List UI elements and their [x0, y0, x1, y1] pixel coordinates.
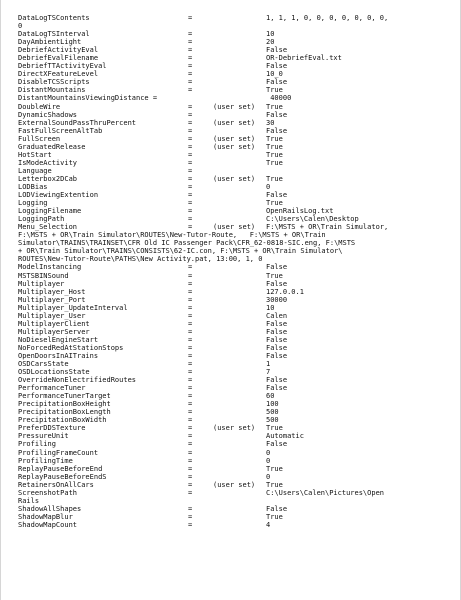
setting-value: 1, 1, 1, 0, 0, 0, 0, 0, 0, 0, — [266, 14, 389, 22]
setting-key: + OR\Train Simulator\TRAINS\CONSISTS\62-IC.con, F:\MSTS + OR\Train Simulator\ — [18, 247, 343, 256]
setting-value: False — [266, 343, 288, 352]
setting-row — [18, 199, 448, 207]
setting-row — [18, 223, 448, 231]
settings-list — [18, 14, 448, 529]
user-set-flag: (user set) — [213, 480, 256, 489]
setting-key: OSDCarsState — [18, 360, 69, 369]
equals-sign: = — [188, 464, 193, 473]
user-set-flag: (user set) — [213, 142, 256, 151]
equals-sign: = — [188, 174, 193, 183]
equals-sign: = — [188, 432, 193, 441]
setting-key: Multiplayer_Port — [18, 295, 86, 304]
equals-sign: = — [188, 456, 193, 465]
equals-sign: = — [188, 158, 193, 167]
equals-sign: = — [188, 46, 193, 55]
setting-key: Multiplayer — [18, 279, 65, 288]
setting-row — [18, 135, 448, 143]
equals-sign: = — [188, 504, 193, 513]
setting-row — [18, 392, 448, 400]
setting-row — [18, 191, 448, 199]
equals-sign: = — [188, 134, 193, 143]
equals-sign: = — [188, 78, 193, 87]
setting-value: 60 — [266, 392, 275, 401]
setting-row — [18, 247, 448, 255]
setting-row — [18, 513, 448, 521]
setting-row — [18, 46, 448, 54]
setting-row — [18, 119, 448, 127]
user-set-flag: (user set) — [213, 118, 256, 127]
setting-value: OpenRailsLog.txt — [266, 207, 334, 216]
setting-row — [18, 111, 448, 119]
setting-value: 7 — [266, 368, 271, 377]
setting-key: Simulator\TRAINS\TRAINSET\CFR Old IC Passenger Pack\CFR_62-0818-SIC.eng, F:\MSTS — [18, 239, 356, 248]
setting-value: False — [266, 126, 288, 135]
setting-key: MSTSBINSound — [18, 271, 69, 280]
setting-key: PrecipitationBoxHeight — [18, 400, 111, 409]
setting-value: False — [266, 110, 288, 119]
setting-key: ReplayPauseBeforeEndS — [18, 472, 107, 481]
equals-sign: = — [188, 327, 193, 336]
equals-sign: = — [188, 279, 193, 288]
setting-key: LoggingPath — [18, 215, 65, 224]
setting-key: DataLogTSContents — [18, 14, 90, 22]
setting-row — [18, 440, 448, 448]
setting-value: C:\Users\Calen\Pictures\Open — [266, 488, 385, 497]
equals-sign: = — [188, 480, 193, 489]
setting-row — [18, 183, 448, 191]
setting-key: DebriefTTActivityEval — [18, 62, 107, 71]
equals-sign: = — [188, 30, 193, 39]
equals-sign: = — [188, 223, 193, 232]
setting-row — [18, 328, 448, 336]
setting-value: False — [266, 504, 288, 513]
setting-row — [18, 263, 448, 271]
setting-key: NoDieselEngineStart — [18, 335, 99, 344]
equals-sign: = — [188, 376, 193, 385]
setting-row — [18, 497, 448, 505]
setting-value: True — [266, 424, 283, 433]
equals-sign: = — [188, 408, 193, 417]
equals-sign: = — [188, 142, 193, 151]
setting-key: PressureUnit — [18, 432, 69, 441]
setting-value: False — [266, 384, 288, 393]
setting-key: ExternalSoundPassThruPercent — [18, 118, 137, 127]
setting-row — [18, 288, 448, 296]
setting-key: PreferDDSTexture — [18, 424, 86, 433]
user-set-flag: (user set) — [213, 424, 256, 433]
equals-sign: = — [188, 166, 193, 175]
setting-key: DoubleWire — [18, 102, 61, 111]
setting-key: DebriefEvalFilename — [18, 54, 99, 63]
setting-row — [18, 70, 448, 78]
equals-sign: = — [188, 54, 193, 63]
setting-value: 0 — [266, 456, 271, 465]
setting-value: 0 — [266, 448, 271, 457]
equals-sign: = — [188, 472, 193, 481]
setting-row — [18, 231, 448, 239]
equals-sign: = — [188, 520, 193, 529]
user-set-flag: (user set) — [213, 102, 256, 111]
setting-key: Multiplayer_Host — [18, 287, 86, 296]
setting-value: 30 — [266, 118, 275, 127]
equals-sign: = — [188, 512, 193, 521]
setting-row — [18, 344, 448, 352]
setting-value: True — [266, 174, 283, 183]
setting-row — [18, 521, 448, 529]
equals-sign: = — [188, 448, 193, 457]
setting-key: OpenDoorsInAITrains — [18, 351, 99, 360]
setting-key: DisableTCSScripts — [18, 78, 90, 87]
setting-value: True — [266, 464, 283, 473]
setting-value: True — [266, 142, 283, 151]
equals-sign: = — [188, 424, 193, 433]
setting-row — [18, 62, 448, 70]
setting-key: FastFullScreenAltTab — [18, 126, 103, 135]
setting-value: False — [266, 319, 288, 328]
setting-row — [18, 432, 448, 440]
setting-key: OverrideNonElectrifiedRoutes — [18, 376, 137, 385]
setting-row — [18, 94, 448, 102]
equals-sign: = — [188, 440, 193, 449]
setting-key: RetainersOnAllCars — [18, 480, 94, 489]
setting-key: ProfilingTime — [18, 456, 73, 465]
setting-key: ROUTES\New-Tutor-Route\PATHS\New Activity.pat, 13:00, 1, 0 — [18, 255, 263, 264]
setting-key: PerformanceTuner — [18, 384, 86, 393]
equals-sign: = — [188, 38, 193, 47]
equals-sign: = — [188, 14, 193, 22]
setting-value: 0 — [266, 182, 271, 191]
setting-value: False — [266, 62, 288, 71]
setting-row — [18, 457, 448, 465]
setting-value: False — [266, 327, 288, 336]
setting-row — [18, 167, 448, 175]
setting-value: True — [266, 158, 283, 167]
setting-row — [18, 473, 448, 481]
setting-value: True — [266, 134, 283, 143]
setting-value: F:\MSTS + OR\Train Simulator, — [266, 223, 389, 232]
user-set-flag: (user set) — [213, 223, 256, 232]
setting-row — [18, 38, 448, 46]
setting-key: LODViewingExtention — [18, 191, 99, 200]
setting-row — [18, 54, 448, 62]
equals-sign: = — [188, 311, 193, 320]
setting-key: DistantMountains — [18, 86, 86, 95]
equals-sign: = — [188, 62, 193, 71]
setting-value: Calen — [266, 311, 288, 320]
setting-key: ReplayPauseBeforeEnd — [18, 464, 103, 473]
setting-row — [18, 159, 448, 167]
setting-value: C:\Users\Calen\Desktop — [266, 215, 359, 224]
setting-value: 10 — [266, 303, 275, 312]
setting-row — [18, 255, 448, 263]
setting-value: Automatic — [266, 432, 304, 441]
setting-row — [18, 376, 448, 384]
setting-value: True — [266, 512, 283, 521]
setting-value: False — [266, 191, 288, 200]
setting-value: 10 — [266, 30, 275, 39]
setting-row — [18, 272, 448, 280]
setting-value: OR-DebriefEval.txt — [266, 54, 342, 63]
equals-sign: = — [188, 335, 193, 344]
setting-value: 500 — [266, 416, 279, 425]
setting-row — [18, 151, 448, 159]
equals-sign: = — [188, 400, 193, 409]
equals-sign: = — [188, 110, 193, 119]
setting-value: True — [266, 199, 283, 208]
setting-row — [18, 320, 448, 328]
setting-key: GraduatedRelease — [18, 142, 86, 151]
setting-key: MultiplayerServer — [18, 327, 90, 336]
setting-row — [18, 239, 448, 247]
setting-row — [18, 127, 448, 135]
setting-row — [18, 416, 448, 424]
setting-key: Multiplayer_User — [18, 311, 86, 320]
setting-row — [18, 449, 448, 457]
equals-sign: = — [188, 118, 193, 127]
setting-value: False — [266, 279, 288, 288]
equals-sign: = — [188, 303, 193, 312]
setting-key: DayAmbientLight — [18, 38, 82, 47]
equals-sign: = — [188, 392, 193, 401]
setting-value: False — [266, 263, 288, 272]
setting-key: Language — [18, 166, 52, 175]
setting-row — [18, 481, 448, 489]
setting-row — [18, 352, 448, 360]
setting-key: LoggingFilename — [18, 207, 82, 216]
equals-sign: = — [188, 207, 193, 216]
setting-key: PerformanceTunerTarget — [18, 392, 111, 401]
setting-row — [18, 78, 448, 86]
setting-value: False — [266, 46, 288, 55]
setting-value: False — [266, 351, 288, 360]
setting-row — [18, 400, 448, 408]
setting-value: 1 — [266, 360, 271, 369]
setting-row — [18, 143, 448, 151]
setting-row — [18, 360, 448, 368]
equals-sign: = — [188, 384, 193, 393]
setting-value: 30000 — [266, 295, 288, 304]
setting-row — [18, 465, 448, 473]
setting-value: False — [266, 335, 288, 344]
setting-value: 40000 — [266, 94, 292, 103]
setting-row — [18, 86, 448, 94]
equals-sign: = — [188, 351, 193, 360]
setting-key: DirectXFeatureLevel — [18, 70, 99, 79]
setting-row — [18, 103, 448, 111]
user-set-flag: (user set) — [213, 134, 256, 143]
setting-key: ShadowAllShapes — [18, 504, 82, 513]
setting-row — [18, 408, 448, 416]
setting-row — [18, 304, 448, 312]
setting-row — [18, 207, 448, 215]
setting-key: NoForcedRedAtStationStops — [18, 343, 124, 352]
setting-key: F:\MSTS + OR\Train Simulator\ROUTES\New-Tutor-Route, F:\MSTS + OR\Train — [18, 231, 326, 240]
setting-value: 10_0 — [266, 70, 283, 79]
setting-key: PrecipitationBoxWidth — [18, 416, 107, 425]
setting-value: True — [266, 480, 283, 489]
equals-sign: = — [188, 416, 193, 425]
setting-row — [18, 384, 448, 392]
equals-sign: = — [188, 271, 193, 280]
equals-sign: = — [188, 102, 193, 111]
setting-value: True — [266, 102, 283, 111]
equals-sign: = — [188, 86, 193, 95]
setting-key: DynamicShadows — [18, 110, 78, 119]
setting-row — [18, 22, 448, 30]
setting-key: MultiplayerClient — [18, 319, 90, 328]
setting-key: LODBias — [18, 182, 48, 191]
equals-sign: = — [188, 360, 193, 369]
setting-key: IsModeActivity — [18, 158, 78, 167]
setting-key: PrecipitationBoxLength — [18, 408, 111, 417]
equals-sign: = — [188, 263, 193, 272]
equals-sign: = — [188, 287, 193, 296]
equals-sign: = — [188, 191, 193, 200]
setting-key: Multiplayer_UpdateInterval — [18, 303, 128, 312]
setting-row — [18, 30, 448, 38]
setting-key: ProfilingFrameCount — [18, 448, 99, 457]
equals-sign: = — [188, 215, 193, 224]
setting-value: 20 — [266, 38, 275, 47]
setting-row — [18, 280, 448, 288]
setting-key: FullScreen — [18, 134, 61, 143]
equals-sign: = — [188, 488, 193, 497]
setting-key: DataLogTSInterval — [18, 30, 90, 39]
setting-key: ScreenshotPath — [18, 488, 78, 497]
setting-row — [18, 312, 448, 320]
setting-row — [18, 505, 448, 513]
setting-value: False — [266, 78, 288, 87]
setting-key: Menu_Selection — [18, 223, 78, 232]
equals-sign: = — [188, 126, 193, 135]
setting-value: True — [266, 150, 283, 159]
setting-key: ModelInstancing — [18, 263, 82, 272]
equals-sign: = — [188, 319, 193, 328]
user-set-flag: (user set) — [213, 174, 256, 183]
equals-sign: = — [188, 295, 193, 304]
setting-row — [18, 336, 448, 344]
setting-key: Profiling — [18, 440, 56, 449]
setting-row — [18, 215, 448, 223]
setting-key: ShadowMapBlur — [18, 512, 73, 521]
setting-row — [18, 296, 448, 304]
equals-sign: = — [188, 368, 193, 377]
setting-key: HotStart — [18, 150, 52, 159]
setting-value: True — [266, 271, 283, 280]
setting-key: DebriefActivityEval — [18, 46, 99, 55]
equals-sign: = — [188, 70, 193, 79]
setting-value: True — [266, 86, 283, 95]
equals-sign: = — [188, 150, 193, 159]
setting-row — [18, 424, 448, 432]
setting-row — [18, 489, 448, 497]
setting-key: DistantMountainsViewingDistance = — [18, 94, 158, 103]
setting-value: 0 — [266, 472, 271, 481]
setting-key: 0 — [18, 22, 23, 31]
setting-key: OSDLocationsState — [18, 368, 90, 377]
equals-sign: = — [188, 182, 193, 191]
setting-key: ShadowMapCount — [18, 520, 78, 529]
setting-value: 127.0.0.1 — [266, 287, 304, 296]
setting-value: False — [266, 440, 288, 449]
setting-key: Logging — [18, 199, 48, 208]
equals-sign: = — [188, 199, 193, 208]
setting-value: 100 — [266, 400, 279, 409]
setting-value: 500 — [266, 408, 279, 417]
equals-sign: = — [188, 343, 193, 352]
setting-row — [18, 14, 448, 22]
setting-row — [18, 368, 448, 376]
setting-key: Rails — [18, 496, 40, 505]
setting-key: Letterbox2DCab — [18, 174, 78, 183]
setting-value: 4 — [266, 520, 271, 529]
setting-value: False — [266, 376, 288, 385]
setting-row — [18, 175, 448, 183]
